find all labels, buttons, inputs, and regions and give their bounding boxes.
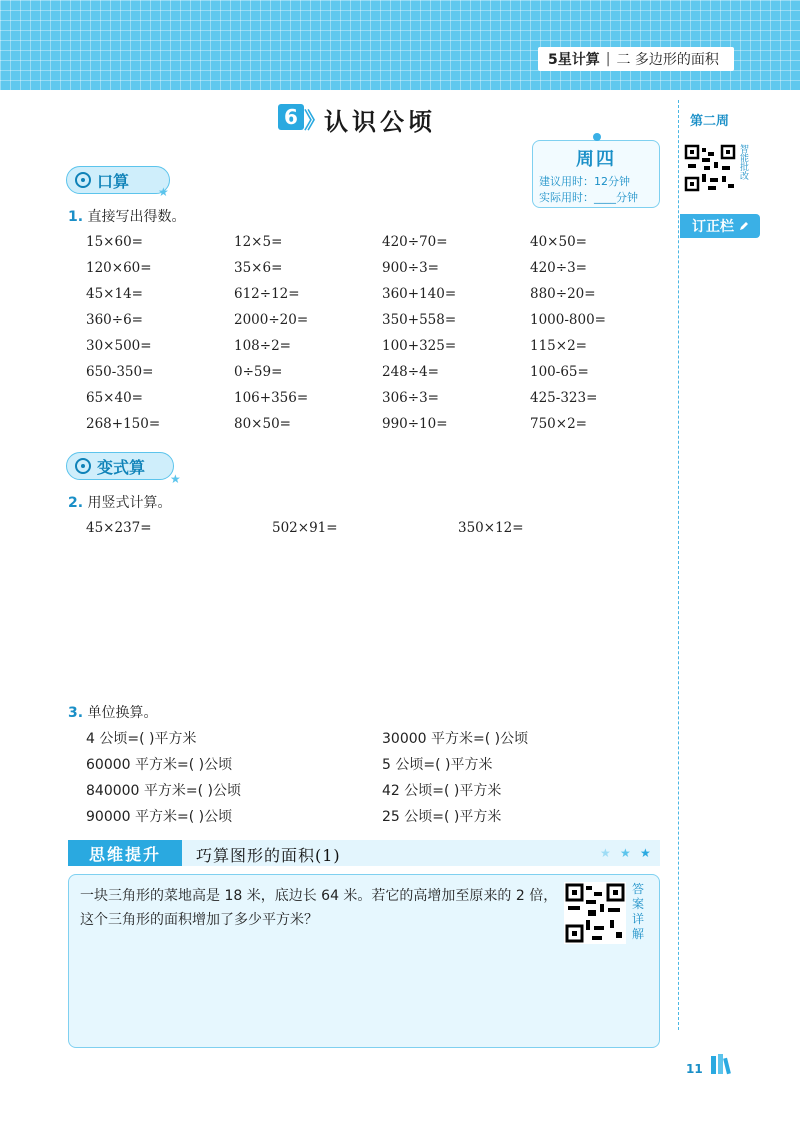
q2-number: 2.	[68, 495, 84, 511]
qr-code-icon[interactable]	[684, 144, 736, 192]
q1-item: 100-65=	[530, 364, 589, 380]
q1-item: 900÷3=	[382, 260, 439, 276]
q1-item: 100+325=	[382, 338, 457, 354]
correction-label: 订正栏	[692, 219, 734, 235]
pin-icon	[593, 133, 601, 141]
q3-text: 单位换算。	[87, 705, 158, 721]
header-band	[0, 0, 800, 90]
q1-item: 80×50=	[234, 416, 291, 432]
q1-item: 0÷59=	[234, 364, 283, 380]
q1-item: 880÷20=	[530, 286, 596, 302]
q3-prompt	[68, 702, 158, 722]
stopwatch-icon	[75, 172, 91, 188]
q2-prompt	[68, 492, 172, 512]
q1-item: 45×14=	[86, 286, 143, 302]
q1-item: 30×500=	[86, 338, 152, 354]
q1-item: 120×60=	[86, 260, 152, 276]
book-title: 5星计算	[548, 52, 600, 68]
q3-right-item: 42 公顷=( )平方米	[382, 783, 502, 799]
header-tag	[538, 47, 734, 71]
star-icon: ★	[600, 846, 611, 860]
q3-number: 3.	[68, 705, 84, 721]
sidebar-divider	[678, 100, 679, 1030]
books-icon	[710, 1052, 736, 1076]
q1-item: 35×6=	[234, 260, 283, 276]
q1-item: 612÷12=	[234, 286, 300, 302]
star-icon: ★	[620, 846, 631, 860]
q1-item: 2000÷20=	[234, 312, 309, 328]
thinking-problem: 一块三角形的菜地高是 18 米，底边长 64 米。若它的高增加至原来的 2 倍，这个三角形的面积增加了多少平方米？	[80, 888, 558, 928]
chapter-title: 二 多边形的面积	[616, 52, 719, 68]
q2-item: 45×237=	[86, 520, 152, 536]
section-oral	[66, 166, 170, 194]
day-box	[532, 140, 660, 208]
q3-left-item: 60000 平方米=( )公顷	[86, 757, 233, 773]
star-icon: ★	[170, 472, 181, 486]
q1-item: 15×60=	[86, 234, 143, 250]
q1-item: 420÷70=	[382, 234, 448, 250]
q2-item: 350×12=	[458, 520, 524, 536]
q1-item: 268+150=	[86, 416, 161, 432]
q1-item: 1000-800=	[530, 312, 606, 328]
q3-left-item: 4 公顷=( )平方米	[86, 731, 197, 747]
thinking-tag: 思维提升	[68, 840, 182, 866]
q1-item: 650-350=	[86, 364, 154, 380]
q1-item: 306÷3=	[382, 390, 439, 406]
qr-side-label: 智能批改	[738, 144, 748, 180]
q1-item: 248÷4=	[382, 364, 439, 380]
q3-left-item: 90000 平方米=( )公顷	[86, 809, 233, 825]
q1-item: 350+558=	[382, 312, 457, 328]
section-variant-label: 变式算	[97, 457, 146, 477]
q1-number: 1.	[68, 209, 84, 225]
actual-time: 实际用时：____分钟	[539, 191, 638, 204]
q1-item: 990÷10=	[382, 416, 448, 432]
q2-item: 502×91=	[272, 520, 338, 536]
q1-item: 65×40=	[86, 390, 143, 406]
day-name: 周四	[576, 149, 616, 170]
q1-item: 106+356=	[234, 390, 309, 406]
q3-right-item: 30000 平方米=( )公顷	[382, 731, 529, 747]
section-oral-label: 口算	[97, 171, 130, 191]
q1-prompt	[68, 206, 186, 226]
star-icon: ★	[158, 185, 169, 199]
star-icon: ★	[640, 846, 651, 860]
q1-text: 直接写出得数。	[87, 209, 186, 225]
q1-item: 115×2=	[530, 338, 587, 354]
q1-item: 108÷2=	[234, 338, 291, 354]
suggested-time: 建议用时：12分钟	[539, 175, 630, 188]
answer-qr-label: 答案详解	[631, 882, 644, 941]
answer-qr-icon[interactable]	[564, 882, 626, 944]
header-separator: |	[605, 51, 611, 67]
q3-right-item: 5 公顷=( )平方米	[382, 757, 493, 773]
week-label: 第二周	[690, 114, 730, 129]
q1-item: 360+140=	[382, 286, 457, 302]
q1-item: 12×5=	[234, 234, 283, 250]
title-chevron: 》	[304, 109, 327, 134]
q1-item: 420÷3=	[530, 260, 587, 276]
pencil-icon	[738, 220, 750, 232]
section-variant	[66, 452, 174, 480]
q1-item: 360÷6=	[86, 312, 143, 328]
thinking-title: 巧算图形的面积(1)	[196, 846, 341, 865]
q3-left-item: 840000 平方米=( )公顷	[86, 783, 241, 799]
correction-bar	[680, 214, 760, 238]
q2-text: 用竖式计算。	[87, 495, 172, 511]
q1-item: 750×2=	[530, 416, 587, 432]
page-number: 11	[686, 1062, 703, 1076]
q3-right-item: 25 公顷=( )平方米	[382, 809, 502, 825]
q1-item: 40×50=	[530, 234, 587, 250]
q1-item: 425-323=	[530, 390, 598, 406]
page-title: 认识公顷	[324, 108, 436, 136]
lesson-number: 6	[278, 104, 304, 130]
target-icon	[75, 458, 91, 474]
